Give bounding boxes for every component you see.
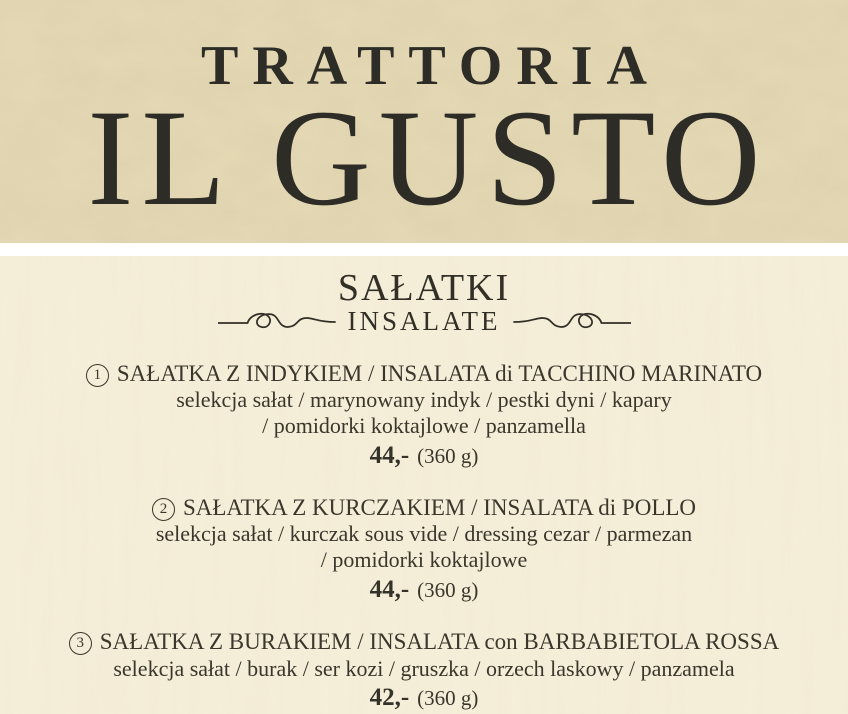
item-title-text: SAŁATKA Z BURAKIEM / INSALATA con BARBABIETOLA ROSSA — [99, 629, 780, 655]
brand-name-main: IL GUSTO — [87, 81, 769, 234]
item-number-badge: 1 — [86, 364, 109, 387]
item-weight: (360 g) — [417, 686, 479, 711]
section-subtitle-row — [0, 307, 848, 337]
menu-item-title — [0, 361, 848, 387]
item-weight: (360 g) — [417, 443, 479, 468]
item-number-badge: 3 — [69, 632, 92, 655]
section-subtitle: INSALATE — [347, 306, 501, 337]
item-price-line — [0, 440, 848, 471]
item-title-text: SAŁATKA Z INDYKIEM / INSALATA di TACCHINO MARINATO — [116, 360, 763, 386]
brand-name-top: TRATTORIA — [200, 35, 661, 97]
item-description-line: / pomidorki koktajlowe — [320, 547, 528, 573]
section-title: SAŁATKI — [337, 267, 511, 309]
item-description-line: / pomidorki koktajlowe / panzamella — [262, 413, 586, 439]
flourish-right-icon — [513, 307, 631, 337]
item-number-badge: 2 — [152, 498, 175, 521]
section-divider — [0, 243, 848, 256]
item-description-line: selekcja sałat / marynowany indyk / pestki dyni / kapary — [176, 387, 672, 413]
brand-header — [0, 0, 848, 243]
item-price-line — [0, 682, 848, 713]
menu-item-3 — [0, 629, 848, 713]
item-price: 44,- — [369, 441, 410, 469]
menu-item-1 — [0, 361, 848, 471]
item-price: 44,- — [369, 575, 410, 603]
menu-item-2 — [0, 495, 848, 605]
item-price: 42,- — [369, 684, 410, 712]
menu-section — [0, 256, 848, 714]
menu-item-title — [0, 629, 848, 655]
item-weight: (360 g) — [417, 577, 479, 602]
flourish-left-icon — [218, 307, 336, 337]
menu-item-title — [0, 495, 848, 521]
item-price-line — [0, 574, 848, 605]
menu-content — [0, 256, 848, 714]
item-title-text: SAŁATKA Z KURCZAKIEM / INSALATA di POLLO — [182, 495, 697, 521]
item-description-line: selekcja sałat / burak / ser kozi / gruszka / orzech laskowy / panzamela — [113, 655, 735, 681]
item-description-line: selekcja sałat / kurczak sous vide / dressing cezar / parmezan — [155, 521, 693, 547]
